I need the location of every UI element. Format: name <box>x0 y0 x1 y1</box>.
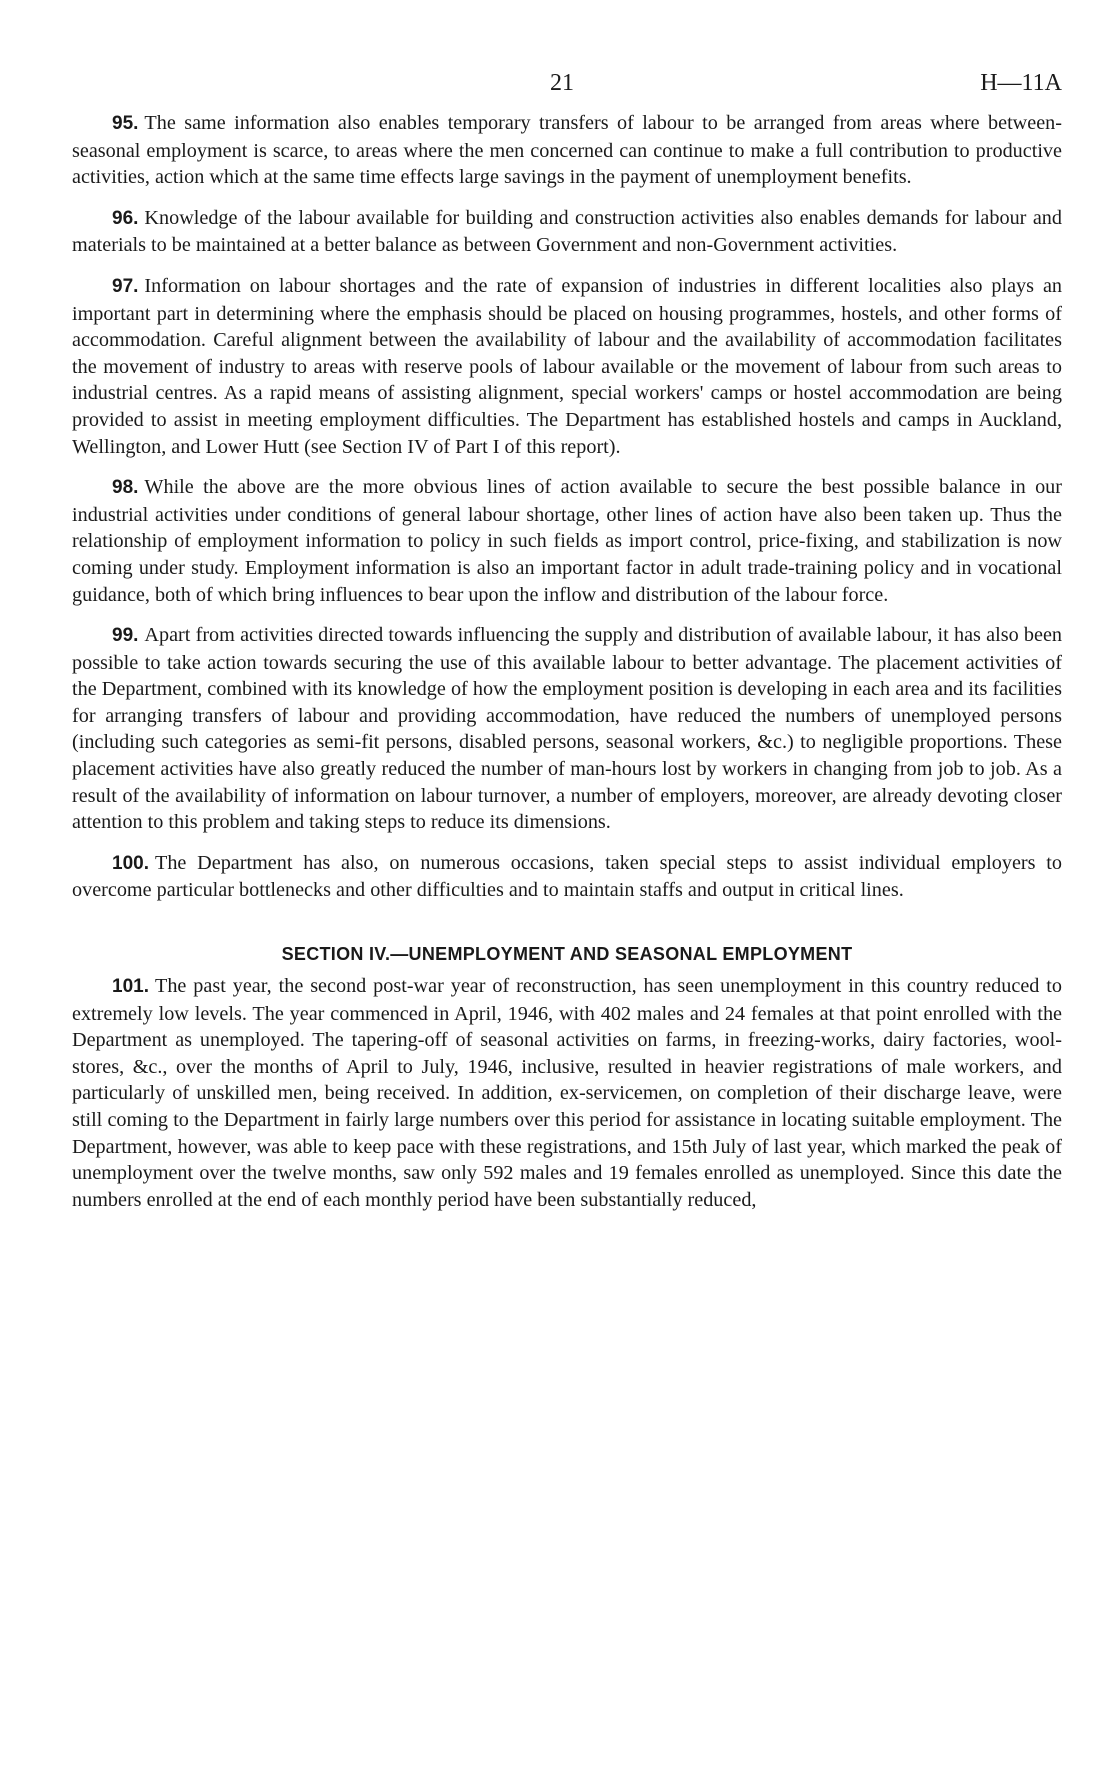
document-page <box>72 70 1062 1213</box>
paragraph-99 <box>72 622 1062 836</box>
paragraph-text: Apart from activities directed towards influencing the supply and distribution of available labour, it has also been possible to take action towards securing the use of this available labour to better advantage. The placement activities of the Department, combined with its knowledge of how the employment position is developing in each area and its facilities for arranging transfers of labour and providing accommodation, have reduced the numbers of unemployed persons (including such categories as semi-fit persons, disabled persons, seasonal workers, &c.) to negligible proportions. These placement activities have also greatly reduced the number of man-hours lost by workers in changing from job to job. As a result of the availability of information on labour turnover, a number of employers, moreover, are already devoting closer attention to this problem and taking steps to reduce its dimensions. <box>72 624 1062 834</box>
page-number: 21 <box>550 70 574 96</box>
paragraph-text: Knowledge of the labour available for building and construction activities also enables demands for labour and materials to be maintained at a better balance as between Government and non-Government activities. <box>72 206 1062 257</box>
paragraph-98 <box>72 474 1062 608</box>
paragraph-97 <box>72 273 1062 460</box>
paragraph-96 <box>72 205 1062 259</box>
paragraph-number: 97. <box>112 275 139 297</box>
paragraph-101 <box>72 973 1062 1213</box>
paragraph-95 <box>72 110 1062 191</box>
paragraph-number: 100. <box>112 852 149 874</box>
paragraph-number: 101. <box>112 976 149 998</box>
paragraph-text: The Department has also, on numerous occasions, taken special steps to assist individual employers to overcome particular bottlenecks and other difficulties and to maintain staffs and output in critical lines. <box>72 851 1062 902</box>
paragraph-number: 98. <box>112 477 139 499</box>
paragraph-text: While the above are the more obvious lines of action available to secure the best possible balance in our industrial activities under conditions of general labour shortage, other lines of action have also been taken up. Thus the relationship of employment information to policy in such fields as import control, price-fixing, and stabilization is now coming under study. Employment information is also an important factor in adult trade-training policy and in vocational guidance, both of which bring influences to bear upon the inflow and distribution of the labour force. <box>72 476 1062 606</box>
paragraph-number: 95. <box>112 113 139 134</box>
paragraph-text: The same information also enables temporary transfers of labour to be arranged from areas where between-seasonal employment is scarce, to areas where the men concerned can continue to make a full contribution to productive activities, action which at the same time effects large savings in the payment of unemployment benefits. <box>72 112 1062 189</box>
document-reference: H—11A <box>980 70 1062 96</box>
paragraph-100 <box>72 850 1062 904</box>
page-header <box>72 70 1062 110</box>
paragraph-text: Information on labour shortages and the rate of expansion of industries in different localities also plays an important part in determining where the emphasis should be placed on housing programmes, hostels, and other forms of accommodation. Careful alignment between the availability of labour and the availability of accommodation facilitates the movement of industry to areas with reserve pools of labour available or the movement of labour from such areas to industrial centres. As a rapid means of assisting alignment, special workers' camps or hostel accommodation are being provided to assist in meeting employment difficulties. The Department has established hostels and camps in Auckland, Wellington, and Lower Hutt (see Section IV of Part I of this report). <box>72 274 1062 458</box>
section-heading: SECTION IV.—UNEMPLOYMENT AND SEASONAL EMPLOYMENT <box>281 944 853 965</box>
paragraph-number: 99. <box>112 625 139 647</box>
paragraph-text: The past year, the second post-war year of reconstruction, has seen unemployment in this country reduced to extremely low levels. The year commenced in April, 1946, with 402 males and 24 females at that point enrolled with the Department as unemployed. The tapering-off of seasonal activities on farms, in freezing-works, dairy factories, wool-stores, &c., over the months of April to July, 1946, inclusive, resulted in heavier registrations of male workers, and particularly of unskilled men, being received. In addition, ex-servicemen, on completion of their discharge leave, were still coming to the Department in fairly large numbers over this period for assistance in locating suitable employment. The Department, however, was able to keep pace with these registrations, and 15th July of last year, which marked the peak of unemployment over the twelve months, saw only 592 males and 19 females enrolled as unemployed. Since this date the numbers enrolled at the end of each monthly period have been substantially reduced, <box>72 975 1062 1211</box>
paragraph-number: 96. <box>112 207 139 229</box>
